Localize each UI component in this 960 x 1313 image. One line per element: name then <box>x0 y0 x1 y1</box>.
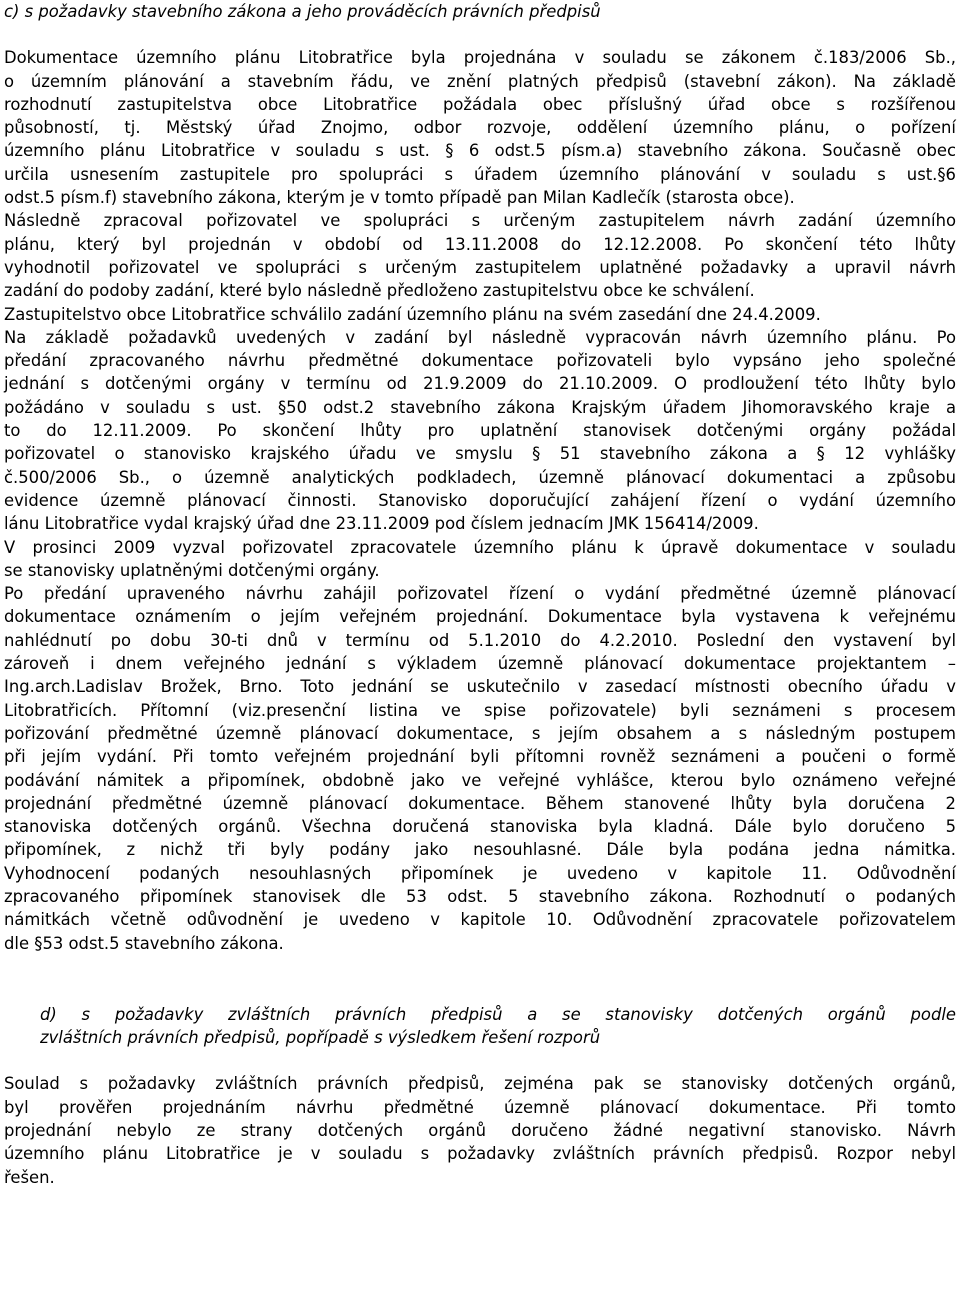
spacer <box>4 955 956 1003</box>
text-line: územního plánu Litobratřice v souladu s ust. § 6 odst.5 písm.a) stavebního zákona. Současně obec <box>4 141 956 161</box>
text-line: připomínek, z nichž tři byly podány jako nesouhlasné. Dále byla podána jedna námitka. <box>4 840 956 860</box>
text-line: jednání s dotčenými orgány v termínu od 21.9.2009 do 21.10.2009. O prodloužení této lhůty bylo <box>4 374 956 394</box>
text-line: řešen. <box>4 1167 55 1187</box>
text-line: územního plánu Litobratřice je v souladu s požadavky zvláštních právních předpisů. Rozpor nebyl <box>4 1144 956 1164</box>
text-line: požádáno v souladu s ust. §50 odst.2 stavebního zákona Krajským úřadem Jihomoravského kraje a <box>4 397 956 417</box>
text-line: námitkách včetně odůvodnění je uvedeno v kapitole 10. Odůvodnění zpracovatele pořizovatelem <box>4 910 956 930</box>
text-line: projednání nebylo ze strany dotčených orgánů doručeno žádné negativní stanovisko. Návrh <box>4 1121 956 1141</box>
section-d-heading-line: zvláštních právních předpisů, popřípadě s výsledkem řešení rozporů <box>40 1028 601 1048</box>
text-line: vyhodnotil pořizovatel ve spolupráci s určeným zastupitelem uplatněné požadavky a upravil návrh <box>4 257 956 277</box>
section-d-body <box>4 1072 956 1188</box>
text-line: Následně zpracoval pořizovatel ve spolupráci s určeným zastupitelem návrh zadání územního <box>4 211 956 231</box>
text-line: Vyhodnocení podaných nesouhlasných připomínek je uvedeno v kapitole 11. Odůvodnění <box>4 863 956 883</box>
text-line: se stanovisky uplatněnými dotčenými orgány. <box>4 560 380 580</box>
section-c-body <box>4 46 956 955</box>
spacer <box>4 1049 956 1072</box>
text-line: podávání námitek a připomínek, obdobně jako ve veřejné vyhlášce, kterou bylo oznámeno veřejné <box>4 770 956 790</box>
text-line: Zastupitelstvo obce Litobratřice schválilo zadání územního plánu na svém zasedání dne 24.4.2009. <box>4 304 821 324</box>
text-line: nahlédnutí po dobu 30-ti dnů v termínu od 5.1.2010 do 4.2.2010. Poslední den vystavení byl <box>4 630 956 650</box>
text-line: stanoviska dotčených orgánů. Všechna doručená stanoviska byla kladná. Dále bylo doručeno 5 <box>4 817 956 837</box>
text-line: určila usnesením zastupitele pro spolupráci s úřadem územního plánování v souladu s ust.§6 <box>4 164 956 184</box>
text-line: to do 12.11.2009. Po skončení lhůty pro uplatnění stanovisek dotčenými orgány požádal <box>4 421 956 441</box>
text-line: lánu Litobratřice vydal krajský úřad dne 23.11.2009 pod číslem jednacím JMK 156414/2009. <box>4 514 759 534</box>
section-d-heading <box>4 1003 956 1050</box>
text-line: evidence územně plánovací činnosti. Stanovisko doporučující zahájení řízení o vydání územního <box>4 490 956 510</box>
text-line: zpracovaného připomínek stanovisek dle 53 odst. 5 stavebního zákona. Rozhodnutí o podaných <box>4 886 956 906</box>
text-line: Po předání upraveného návrhu zahájil pořizovatel řízení o vydání předmětné územně plánovací <box>4 584 956 604</box>
text-line: Ing.arch.Ladislav Brožek, Brno. Toto jednání se uskutečnilo v zasedací místnosti obecního úřadu v <box>4 677 956 697</box>
text-line: při jejím vydání. Při tomto veřejném projednání byli přítomni rovněž seznámeni a poučeni o formě <box>4 747 956 767</box>
text-line: Soulad s požadavky zvláštních právních předpisů, zejména pak se stanovisky dotčených orgánů, <box>4 1074 956 1094</box>
spacer <box>4 23 956 46</box>
text-line: dle §53 odst.5 stavebního zákona. <box>4 933 284 953</box>
text-line: o územním plánování a stavebním řádu, ve znění platných předpisů (stavební zákon). Na základě <box>4 71 956 91</box>
text-line: pořizování předmětné územně plánovací dokumentace, s jejím obsahem a s následným postupem <box>4 723 956 743</box>
section-c-heading-text: c) s požadavky stavebního zákona a jeho prováděcích právních předpisů <box>4 2 601 21</box>
text-line: č.500/2006 Sb., o územně analytických podkladech, územně plánovací dokumentaci a způsobu <box>4 467 956 487</box>
text-line: odst.5 písm.f) stavebního zákona, kterým je v tomto případě pan Milan Kadlečík (starosta obce). <box>4 188 795 208</box>
section-d-heading-line: d) s požadavky zvláštních právních předpisů a se stanovisky dotčených orgánů podle <box>40 1004 956 1024</box>
text-line: projednání předmětné územně plánovací dokumentace. Během stanovené lhůty byla doručena 2 <box>4 793 956 813</box>
text-line: pořizovatel o stanovisko krajského úřadu ve smyslu § 51 stavebního zákona a § 12 vyhlášky <box>4 444 956 464</box>
text-line: plánu, který byl projednán v období od 13.11.2008 do 12.12.2008. Po skončení této lhůty <box>4 234 956 254</box>
text-line: předání zpracovaného návrhu předmětné dokumentace pořizovateli bylo vypsáno jeho společné <box>4 351 956 371</box>
text-line: Na základě požadavků uvedených v zadání byl následně vypracován návrh územního plánu. Po <box>4 327 956 347</box>
section-c-heading <box>4 0 956 23</box>
text-line: Dokumentace územního plánu Litobratřice byla projednána v souladu se zákonem č.183/2006 Sb., <box>4 48 956 68</box>
text-line: zadání do podoby zadání, které bylo následně předloženo zastupitelstvu obce ke schválení. <box>4 281 755 301</box>
text-line: rozhodnutí zastupitelstva obce Litobratřice požádala obec příslušný úřad obce s rozšířenou <box>4 94 956 114</box>
text-line: byl prověřen projednáním návrhu předmětné územně plánovací dokumentace. Při tomto <box>4 1097 956 1117</box>
text-line: působností, tj. Městský úřad Znojmo, odbor rozvoje, oddělení územního plánu, o pořízení <box>4 118 956 138</box>
text-line: Litobratřicích. Přítomní (viz.presenční listina ve spise pořizovatele) byli seznámeni s procesem <box>4 700 956 720</box>
text-line: V prosinci 2009 vyzval pořizovatel zpracovatele územního plánu k úpravě dokumentace v souladu <box>4 537 956 557</box>
text-line: dokumentace oznámením o jejím veřejném projednání. Dokumentace byla vystavena k veřejnému <box>4 607 956 627</box>
text-line: zároveň i dnem veřejného jednání s výkladem územně plánovací dokumentace projektantem – <box>4 654 956 674</box>
